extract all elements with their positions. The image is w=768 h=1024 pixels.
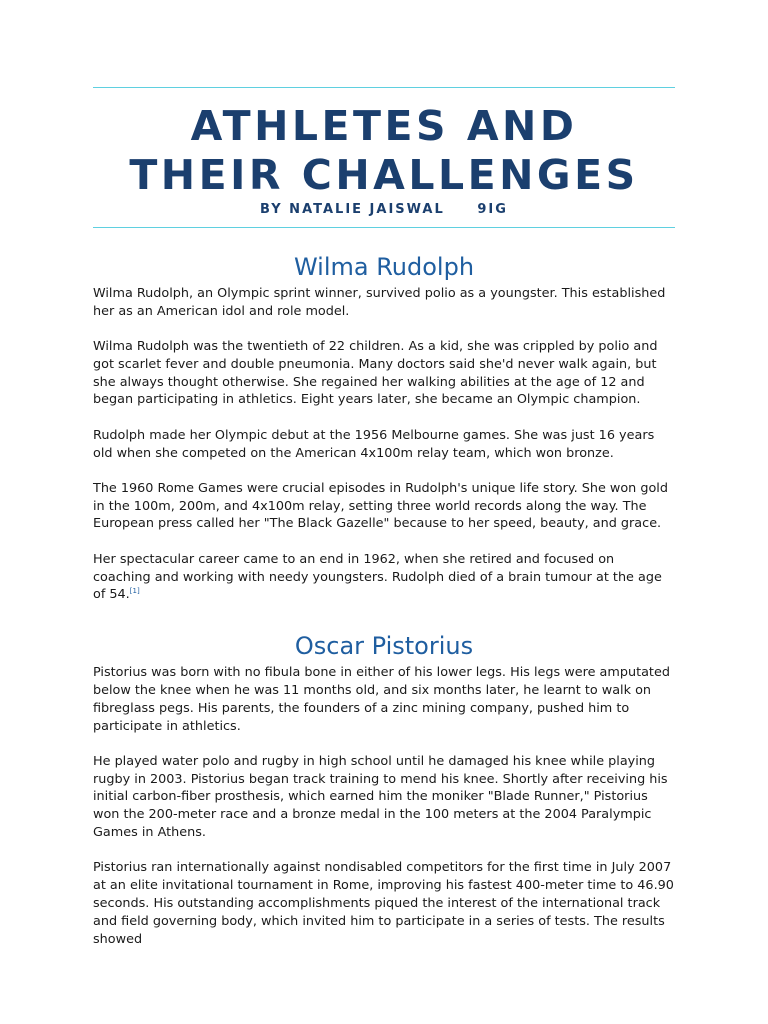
paragraph: Pistorius was born with no fibula bone in either of his lower legs. His legs were amputated below the knee when he was 11 months old, and six months later, he learnt to walk on fibreglass pegs. His parents, the founders of a zinc mining company, pushed him to participate in athletics. — [93, 665, 670, 734]
document-page — [93, 0, 675, 966]
paragraph: The 1960 Rome Games were crucial episodes in Rudolph's unique life story. She won gold in the 100m, 200m, and 4x100m relay, setting three world records along the way. The European press called her "The Black Gazelle" because to her speed, beauty, and grace. — [93, 480, 668, 532]
footnote-reference[interactable]: [1] — [129, 587, 140, 596]
paragraph: Rudolph made her Olympic debut at the 1956 Melbourne games. She was just 16 years old when she competed on the American 4x100m relay team, which won bronze. — [93, 427, 655, 461]
paragraph-with-footnote — [93, 551, 675, 604]
author-byline: BY NATALIE JAISWAL 9IG — [260, 202, 508, 217]
paragraph-text: Her spectacular career came to an end in 1962, when she retired and focused on coaching and working with needy youngsters. Rudolph died of a brain tumour at the age of 54. — [93, 551, 662, 603]
header-bottom-rule — [93, 227, 675, 228]
section-heading-oscar-pistorius: Oscar Pistorius — [294, 632, 474, 661]
section-body-oscar-pistorius — [93, 664, 675, 948]
document-title — [93, 102, 675, 200]
title-line-1: ATHLETES AND — [190, 102, 578, 150]
title-line-2: THEIR CHALLENGES — [129, 151, 639, 199]
header-top-rule — [93, 87, 675, 88]
paragraph: He played water polo and rugby in high school until he damaged his knee while playing rugby in 2003. Pistorius began track training to mend his knee. Shortly after receiving his initial carbon-fiber prosthesis, which earned him the moniker "Blade Runner," Pistorius won the 200-meter race and a bronze medal in the 100 meters at the 2004 Paralympic Games in Athens. — [93, 753, 668, 841]
paragraph: Pistorius ran internationally against nondisabled competitors for the first time in July 2007 at an elite invitational tournament in Rome, improving his fastest 400-meter time to 46.90 seconds. His outstanding accomplishments piqued the interest of the international track and field governing body, which invited him to participate in a series of tests. The results showed — [93, 860, 674, 947]
section-heading-wilma-rudolph: Wilma Rudolph — [293, 253, 475, 281]
section-body-wilma-rudolph — [93, 285, 675, 604]
paragraph: Wilma Rudolph was the twentieth of 22 children. As a kid, she was crippled by polio and got scarlet fever and double pneumonia. Many doctors said she'd never walk again, but she always thought otherwise. She regained her walking abilities at the age of 12 and began participating in athletics. Eight years later, she became an Olympic champion. — [93, 339, 658, 408]
paragraph: Wilma Rudolph, an Olympic sprint winner, survived polio as a youngster. This established her as an American idol and role model. — [93, 286, 666, 319]
